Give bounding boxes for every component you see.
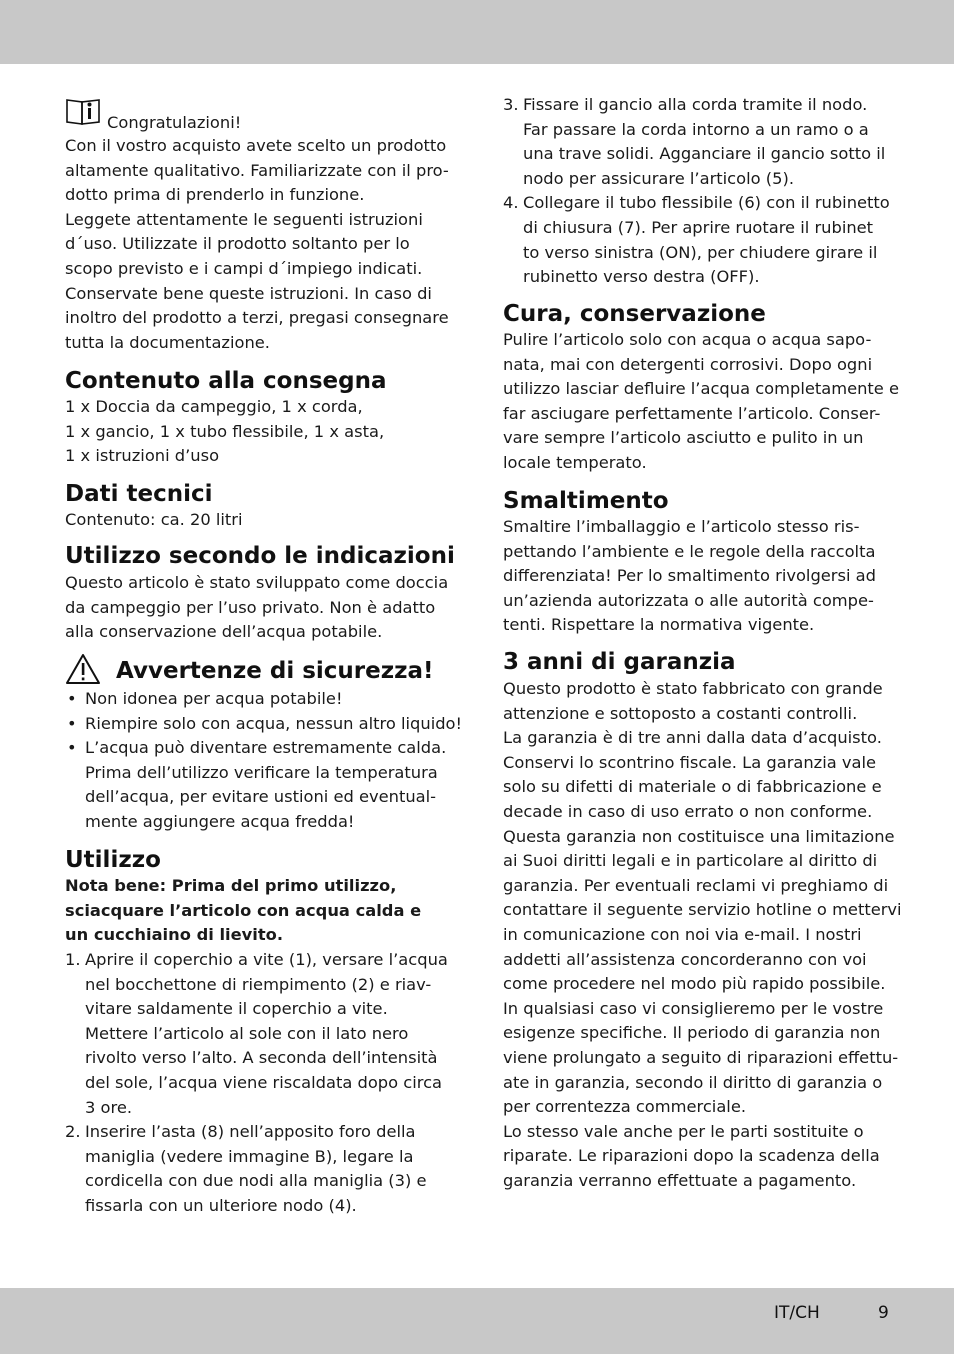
section-title-garanzia: 3 anni di garanzia xyxy=(503,649,736,675)
info-book-icon xyxy=(65,97,101,125)
list-item: • Non idonea per acqua potabile! xyxy=(65,687,462,712)
list-item: 4. Collegare il tubo flessibile (6) con il rubinetto di chiusura (7). Per aprire ruotare il rubinet to verso sinistra (ON), per chiudere girare il rubinetto verso destra (OFF). xyxy=(503,193,890,287)
smaltimento-text: Smaltire l’imballaggio e l’articolo stesso ris- pettando l’ambiente e le regole della raccolta differenziata! Per lo smaltimento rivolgersi ad un’azienda autorizzata o alle autorità compe- tenti. Rispettare la normativa vigente. xyxy=(503,517,876,635)
contenuto-text: 1 x Doccia da campeggio, 1 x corda, 1 x gancio, 1 x tubo flessibile, 1 x asta, 1 x istruzioni d’uso xyxy=(65,397,385,466)
list-item: 3. Fissare il gancio alla corda tramite il nodo. Far passare la corda intorno a un ramo o a una trave solidi. Agganciare il gancio sotto il nodo per assicurare l’articolo (5). xyxy=(503,95,886,188)
avvertenze-list xyxy=(65,687,462,835)
utilizzo-steps-right xyxy=(503,93,890,290)
dati-text: Contenuto: ca. 20 litri xyxy=(65,510,243,529)
utilizzo-indicazioni-text: Questo articolo è stato sviluppato come doccia da campeggio per l’uso privato. Non è adatto alla conservazione dell’acqua potabile. xyxy=(65,573,449,642)
warning-triangle-icon xyxy=(65,653,101,685)
section-title-cura: Cura, conservazione xyxy=(503,301,766,327)
garanzia-text: Questo prodotto è stato fabbricato con grande attenzione e sottoposto a costanti controlli. La garanzia è di tre anni dalla data d’acquisto. Conservi lo scontrino fiscale. La garanzia vale solo su difetti di materiale o di fabbricazione e decade in caso di uso errato o non conforme. Questa garanzia non costituisce una limitazione ai Suoi diritti legali e in particolare al diritto di garanzia. Per eventuali reclami vi preghiamo di contattare il seguente servizio hotline o mettervi in comunicazione con noi via e-mail. I nostri addetti all’assistenza concorderanno con voi come procedere nel modo più rapido possibile. In qualsiasi caso vi consiglieremo per le vostre esigenze specifiche. Il periodo di garanzia non viene prolungato a seguito di riparazioni effettu- ate in garanzia, secondo il diritto di garanzia o per correntezza commerciale. Lo stesso vale anche per le parti sostituite o riparate. Le riparazioni dopo la scadenza della garanzia verranno effettuate a pagamento. xyxy=(503,679,902,1190)
section-title-avvertenze: Avvertenze di sicurezza! xyxy=(116,658,434,684)
section-title-dati: Dati tecnici xyxy=(65,481,213,507)
section-title-contenuto: Contenuto alla consegna xyxy=(65,368,387,394)
list-item: 2. Inserire l’asta (8) nell’apposito foro della maniglia (vedere immagine B), legare la cordicella con due nodi alla maniglia (3) e fissarla con un ulteriore nodo (4). xyxy=(65,1122,427,1215)
intro-text: Con il vostro acquisto avete scelto un prodotto altamente qualitativo. Familiarizzate con il pro- dotto prima di prenderlo in funzione. Leggete attentamente le seguenti istruzioni d´uso. Utilizzate il prodotto soltanto per lo scopo previsto e i campi d´impiego indicati. Conservate bene queste istruzioni. In caso di inoltro del prodotto a terzi, pregasi consegnare tutta la documentazione. xyxy=(65,136,449,352)
utilizzo-note: Nota bene: Prima del primo utilizzo, sciacquare l’articolo con acqua calda e un cucchiaino di lievito. xyxy=(65,876,422,945)
list-item: • Riempire solo con acqua, nessun altro liquido! xyxy=(65,712,462,737)
footer-language: IT/CH xyxy=(774,1303,820,1323)
page-number: 9 xyxy=(878,1303,889,1323)
section-title-utilizzo-indicazioni: Utilizzo secondo le indicazioni xyxy=(65,543,455,569)
section-title-smaltimento: Smaltimento xyxy=(503,488,669,514)
list-item: 1. Aprire il coperchio a vite (1), versare l’acqua nel bocchettone di riempimento (2) e riav- vitare saldamente il coperchio a vite. Mettere l’articolo al sole con il lato nero rivolto verso l’alto. A seconda dell’intensità del sole, l’acqua viene riscaldata dopo circa 3 ore. xyxy=(65,950,448,1117)
utilizzo-steps-left xyxy=(65,948,448,1219)
header-bar xyxy=(0,0,954,64)
cura-text: Pulire l’articolo solo con acqua o acqua sapo- nata, mai con detergenti corrosivi. Dopo ogni utilizzo lasciar defluire l’acqua completamente e far asciugare perfettamente l’articolo. Conser- vare sempre l’articolo asciutto e pulito in un locale temperato. xyxy=(503,330,900,472)
intro-heading: Congratulazioni! xyxy=(107,113,242,132)
list-item: • L’acqua può diventare estremamente calda. Prima dell’utilizzo verificare la temperatura dell’acqua, per evitare ustioni ed eventual- mente aggiungere acqua fredda! xyxy=(65,736,462,834)
section-title-utilizzo: Utilizzo xyxy=(65,847,161,873)
